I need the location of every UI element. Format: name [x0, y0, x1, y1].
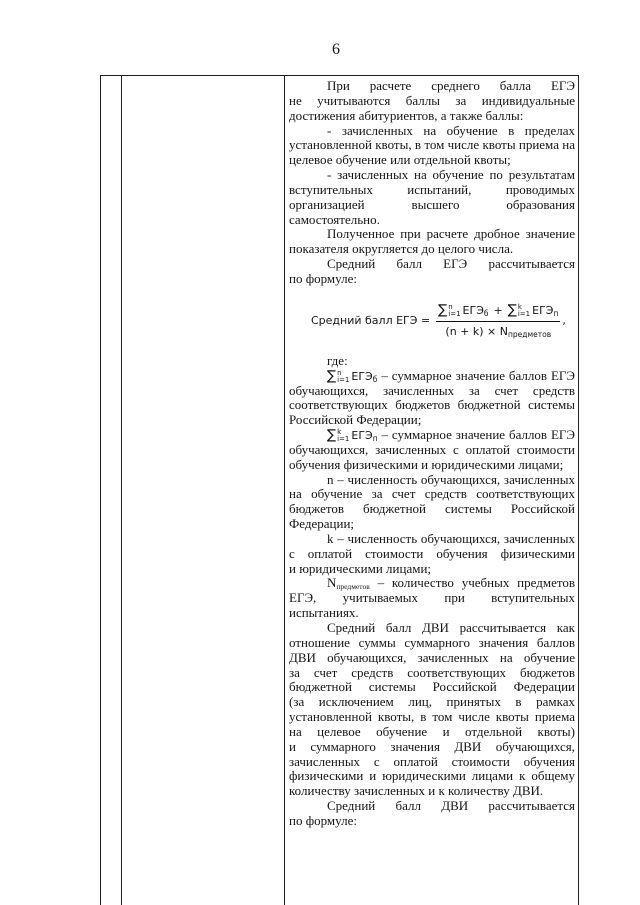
- line-text: – суммарное значение баллов ЕГЭ: [381, 367, 576, 383]
- text-line: на обучение за счет средств соответствующих: [289, 486, 575, 502]
- sum-limits: [337, 429, 349, 443]
- math-subscript: п: [553, 309, 559, 319]
- text-line: [289, 428, 575, 443]
- paragraph: [289, 473, 575, 532]
- paragraph: [289, 168, 575, 227]
- text-line: обучения физическими и юридическими лицами;: [289, 456, 564, 472]
- sum-upper-limit: n: [448, 303, 453, 312]
- sum-upper-limit: k: [337, 428, 342, 437]
- sum-limits: [518, 304, 530, 318]
- text-line: самостоятельно.: [289, 211, 380, 227]
- math-symbol: ЕГЭ: [462, 304, 484, 318]
- denominator-text: (n + k) × N: [445, 325, 508, 339]
- table-cell-text: [289, 79, 575, 829]
- text-line: [289, 369, 575, 384]
- text-line: зачисленных с оплатой стоимости обучения: [289, 753, 575, 769]
- sum-upper-limit: k: [517, 303, 522, 312]
- formula-lhs: Средний балл ЕГЭ =: [311, 313, 431, 327]
- math-symbol: N: [327, 575, 337, 591]
- math-symbol: ЕГЭ: [532, 304, 554, 318]
- sum-limits: [448, 304, 460, 318]
- sum-limits: [337, 370, 349, 384]
- text-line: отношение суммы суммарного значения баллов: [289, 634, 575, 650]
- text-line: по формуле:: [289, 812, 357, 828]
- paragraph: [289, 428, 575, 473]
- text-line: испытаниях.: [289, 605, 359, 621]
- sum-lower-limit: i=1: [517, 310, 531, 319]
- text-line: установленной квоты, в том числе квоты приема: [289, 709, 575, 725]
- formula-block: [289, 287, 575, 354]
- sum-lower-limit: i=1: [337, 435, 350, 444]
- text-line: и суммарного значения ДВИ обучающихся,: [289, 738, 575, 754]
- paragraph: [289, 799, 575, 829]
- paragraph: [289, 79, 575, 124]
- text-line: количеству зачисленных и к количеству ДВИ.: [289, 783, 544, 799]
- text-line: Средний балл ЕГЭ рассчитывается: [327, 256, 575, 272]
- text-line: [289, 576, 575, 591]
- text-line: организацией высшего образования: [289, 196, 575, 212]
- text-line: (за исключением лиц, принятых в рамках: [289, 694, 575, 710]
- paragraph: [289, 227, 575, 257]
- table-left-border: [100, 75, 101, 905]
- lead-math-term: [327, 575, 370, 590]
- table-top-border: [100, 75, 579, 76]
- table-column-divider-2: [284, 75, 285, 905]
- denominator-subscript: предметов: [508, 330, 552, 340]
- text-line: Средний балл ДВИ рассчитывается: [327, 798, 575, 814]
- sum-upper-limit: n: [337, 368, 342, 377]
- sum-lower-limit: i=1: [337, 375, 350, 384]
- text-line: и юридическими лицами;: [289, 560, 432, 576]
- formula-fraction: [436, 302, 560, 338]
- text-line: с оплатой стоимости обучения физическими: [289, 545, 575, 561]
- text-line: установленной квоты, в том числе квоты приема на: [289, 137, 575, 153]
- formula-sum-term: [438, 304, 488, 317]
- table-right-border: [578, 75, 579, 905]
- paragraph: [289, 621, 575, 799]
- lead-math-term: [327, 429, 378, 442]
- paragraph: [289, 532, 575, 577]
- page-number: 6: [332, 41, 340, 58]
- text-line: обучающихся, зачисленных за счет средств: [289, 382, 575, 398]
- sum-symbol: ∑: [507, 302, 517, 319]
- sum-symbol: ∑: [438, 302, 448, 319]
- text-line: бюджетов бюджетной системы Российской: [289, 501, 575, 517]
- math-symbol: ЕГЭ: [351, 369, 373, 383]
- formula-sum-term: [508, 304, 559, 317]
- lead-math-term: [327, 367, 378, 384]
- text-line: n – численность обучающихся, зачисленных: [327, 471, 575, 487]
- text-line: по формуле:: [289, 270, 357, 286]
- formula-trailing-comma: ,: [562, 313, 566, 327]
- math-symbol: ЕГЭ: [351, 429, 373, 443]
- math-subscript: п: [372, 434, 378, 444]
- text-line: При расчете среднего балла ЕГЭ: [327, 78, 575, 93]
- formula-denominator: [445, 322, 551, 338]
- formula-operator: +: [493, 304, 503, 318]
- table-column-divider-1: [121, 75, 122, 905]
- paragraph: [289, 354, 575, 369]
- text-line: не учитываются баллы за индивидуальные: [289, 92, 575, 108]
- formula-numerator: [436, 302, 560, 321]
- text-line: соответствующих бюджетов бюджетной системы: [289, 397, 575, 413]
- text-line: физическими и юридическими лицами к общему: [289, 768, 575, 784]
- text-line: k – численность обучающихся, зачисленных: [327, 530, 575, 546]
- text-line: ДВИ обучающихся, зачисленных на обучение: [289, 649, 575, 665]
- text-line: Российской Федерации;: [289, 412, 422, 428]
- math-subscript: предметов: [336, 582, 370, 592]
- text-line: бюджетной системы Российской Федерации: [289, 679, 575, 695]
- text-line: обучающихся, зачисленных с оплатой стоимости: [289, 441, 575, 457]
- text-line: Средний балл ДВИ рассчитывается как: [327, 620, 575, 635]
- line-text: – суммарное значение баллов ЕГЭ: [381, 427, 575, 443]
- sum-lower-limit: i=1: [448, 310, 461, 319]
- paragraph: [289, 124, 575, 169]
- text-line: ЕГЭ, учитываемых при вступительных: [289, 590, 575, 606]
- text-line: где:: [327, 352, 348, 368]
- text-line: Федерации;: [289, 516, 355, 532]
- math-subscript: б: [372, 374, 378, 384]
- line-text: – количество учебных предметов: [377, 575, 575, 591]
- paragraph: [289, 369, 575, 428]
- sum-symbol: ∑: [327, 367, 337, 384]
- text-line: - зачисленных на обучение в пределах: [327, 122, 575, 138]
- math-subscript: б: [483, 309, 489, 319]
- text-line: на целевое обучение и отдельной квоты): [289, 723, 575, 739]
- sum-symbol: ∑: [327, 427, 337, 444]
- text-line: за счет средств соответствующих бюджетов: [289, 664, 575, 680]
- text-line: достижения абитуриентов, а также баллы:: [289, 107, 524, 123]
- paragraph: [289, 576, 575, 621]
- text-line: - зачисленных на обучение по результатам: [327, 167, 575, 183]
- text-line: Полученное при расчете дробное значение: [327, 226, 575, 242]
- text-line: показателя округляется до целого числа.: [289, 241, 514, 257]
- text-line: вступительных испытаний, проводимых: [289, 181, 575, 197]
- paragraph: [289, 257, 575, 287]
- text-line: целевое обучение или отдельной квоты;: [289, 152, 511, 168]
